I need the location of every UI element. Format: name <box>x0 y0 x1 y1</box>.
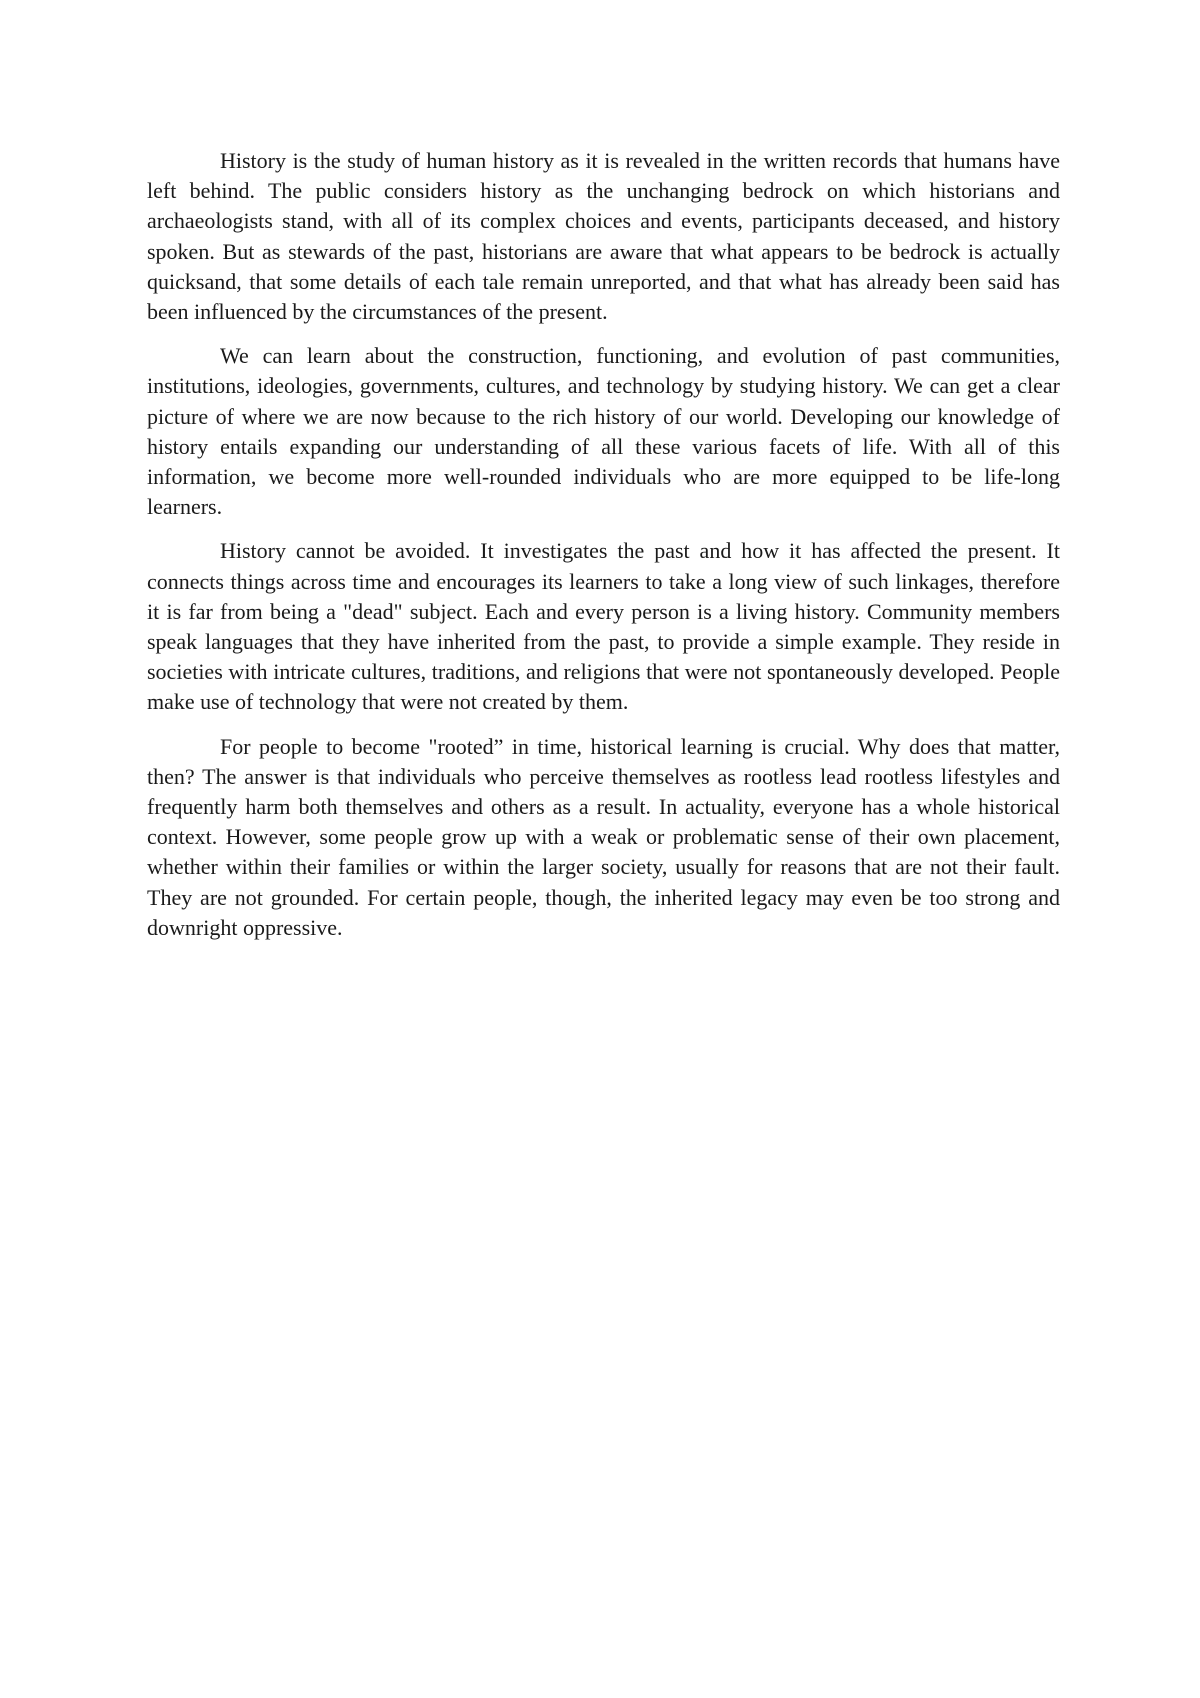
paragraph-2: We can learn about the construction, functioning, and evolution of past communities, institutions, ideologies, governments, cultures, and technology by studying history. We can get a clear picture of where we are now because to the rich history of our world. Developing our knowledge of history entails expanding our understanding of all these various facets of life. With all of this information, we become more well-rounded individuals who are more equipped to be life-long learners. <box>147 343 1060 520</box>
document-body <box>147 146 1060 957</box>
paragraph-1: History is the study of human history as it is revealed in the written records that humans have left behind. The public considers history as the unchanging bedrock on which historians and archaeologists stand, with all of its complex choices and events, participants deceased, and history spoken. But as stewards of the past, historians are aware that what appears to be bedrock is actually quicksand, that some details of each tale remain unreported, and that what has already been said has been influenced by the circumstances of the present. <box>147 148 1060 325</box>
paragraph-4: For people to become "rooted” in time, historical learning is crucial. Why does that matter, then? The answer is that individuals who perceive themselves as rootless lead rootless lifestyles and frequently harm both themselves and others as a result. In actuality, everyone has a whole historical context. However, some people grow up with a weak or problematic sense of their own placement, whether within their families or within the larger society, usually for reasons that are not their fault. They are not grounded. For certain people, though, the inherited legacy may even be too strong and downright oppressive. <box>147 733 1060 940</box>
paragraph-3: History cannot be avoided. It investigates the past and how it has affected the present. It connects things across time and encourages its learners to take a long view of such linkages, therefore it is far from being a "dead" subject. Each and every person is a living history. Community members speak languages that they have inherited from the past, to provide a simple example. They reside in societies with intricate cultures, traditions, and religions that were not spontaneously developed. People make use of technology that were not created by them. <box>147 538 1060 715</box>
